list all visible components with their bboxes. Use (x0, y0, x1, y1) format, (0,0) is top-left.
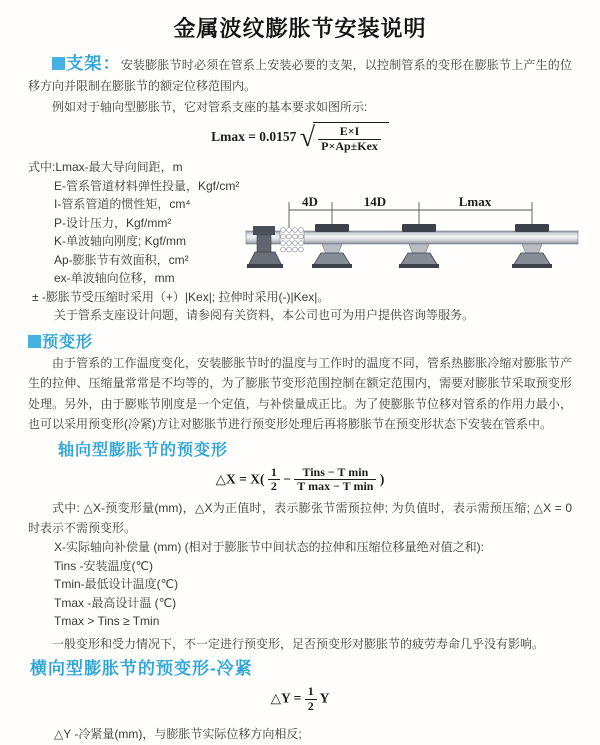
guide-support-icon (312, 224, 352, 268)
axial-note: 一般变形和受力情况下，不一定进行预变形，足否预变形对膨胀节的疲劳寿命几乎没有影响。 (52, 636, 545, 651)
variable-line: E-管系管道材料弹性投量，Kgf/cm² (54, 178, 240, 193)
temperature-definitions (28, 538, 572, 653)
guide-support-icon (399, 224, 439, 268)
variable-line: Ap-膨胀节有效面积，cm² (54, 252, 189, 267)
axial-formula-lhs: △X = X( (215, 470, 265, 486)
predeform-heading-row (28, 333, 572, 353)
section-marker-icon (52, 57, 65, 70)
axial-explanation: 式中: △X-预变形量(mm)，△X为正值时，表示膨张节需预拉伸; 为负值时，表示需预压缩; △X = 0时表示不需预变形。 (28, 501, 572, 536)
one-half-fraction: $\frac{1}{2}$ (305, 685, 317, 714)
variable-line: P-设计压力，Kgf/mm² (54, 215, 172, 230)
variable-line: ex-单波轴向位移，mm (54, 271, 175, 285)
lmax-formula-denominator: P×Ap±Kex (321, 139, 378, 153)
variable-line: K-单波轴向刚度; Kgf/mm (54, 234, 187, 248)
definition-line: X-实际轴向补偿量 (mm) (相对于膨胀节中间状态的拉伸和压缩位移量绝对值之和): (54, 540, 484, 555)
predeform-paragraph: 由于管系的工作温度变化，安装膨胀节时的温度与工作时的温度不同，管系热膨胀冷缩对膨胀节产生的拉伸、压缩量常常是不均等的，为了膨胀节变形范围控制在额定范围内，需要对膨胀节采取预变形处理。另外，由于膨账节刚度是一个定值，与补偿量成正比。为了使膨胀节位移对管系的作用力最小，也可以采用预变形(冷紧)方让对膨胀节进行预变形处理后再将膨胀节在预变形状态下安装在管系中。 (28, 355, 572, 431)
predeform-heading: 预变形 (42, 333, 94, 351)
service-note: 关于管系支座设计问题，请参阅有关资料，本公司也可为用户提供咨询等服务。 (54, 308, 475, 322)
axial-formula (28, 466, 572, 495)
plus-minus-note: ± -膨胀节受压缩时采用（+）|Kex|; 拉伸时采用(-)|Kex|。 (32, 289, 330, 304)
variable-line: 式中:Lmax-最大导向间距，m (28, 160, 183, 174)
page-title: 金属波纹膨胀节安装说明 (173, 16, 427, 41)
lateral-subheading: 横向型膨胀节的预变形-冷紧 (30, 659, 253, 679)
dim-label-4d: 4D (302, 194, 318, 209)
square-root (300, 122, 389, 154)
support-heading: 支架： (66, 54, 121, 73)
axial-subheading: 轴向型膨胀节的预变形 (58, 441, 229, 459)
dim-label-lmax: Lmax (458, 194, 492, 209)
one-half-fraction: $\frac{1}{2}$ (268, 466, 280, 495)
definition-line: Tmax -最高设计温 (℃) (54, 595, 177, 610)
minus-sign: − (283, 470, 291, 486)
lmax-formula (28, 122, 572, 154)
lmax-formula-numerator: E×I (318, 125, 381, 140)
section-marker-icon (28, 335, 41, 348)
lateral-formula-rhs: Y (319, 690, 330, 706)
definition-line: Tmin-最低设计温度(℃) (54, 577, 179, 592)
lmax-formula-lhs: Lmax = 0.0157 (211, 129, 297, 145)
variable-line: I-管系管道的惯性矩，cm⁴ (54, 197, 191, 211)
guide-support-icon (512, 224, 552, 268)
axial-formula-close: ) (379, 470, 385, 486)
lateral-formula-lhs: △Y = (270, 690, 302, 706)
support-example-text: 例如对于轴向型膨胀节，它对管系支座的基本要求如图所示: (52, 100, 368, 114)
definition-line: Tins -安装温度(℃) (54, 558, 154, 573)
lateral-note: △Y -冷紧量(mm)，与膨胀节实际位移方向相反; (54, 726, 302, 741)
radical-icon: √ (299, 122, 314, 153)
bellows-icon (281, 228, 304, 252)
support-intro-text: 安装膨胀节时必须在管系上安装必要的支架，以控制管系的变形在膨胀节上产生的位移方向并限制在膨胀节的额定位移范围内。 (28, 58, 573, 93)
lateral-formula (28, 685, 572, 714)
dim-label-14d: 14D (363, 194, 387, 209)
support-intro (28, 53, 572, 97)
pipe-support-diagram (242, 193, 592, 288)
temperature-fraction: $\frac{\text{Tins − T min}}{\text{T max − T min}}$ (294, 466, 376, 495)
definition-line: Tmax > Tins ≥ Tmin (54, 614, 160, 629)
